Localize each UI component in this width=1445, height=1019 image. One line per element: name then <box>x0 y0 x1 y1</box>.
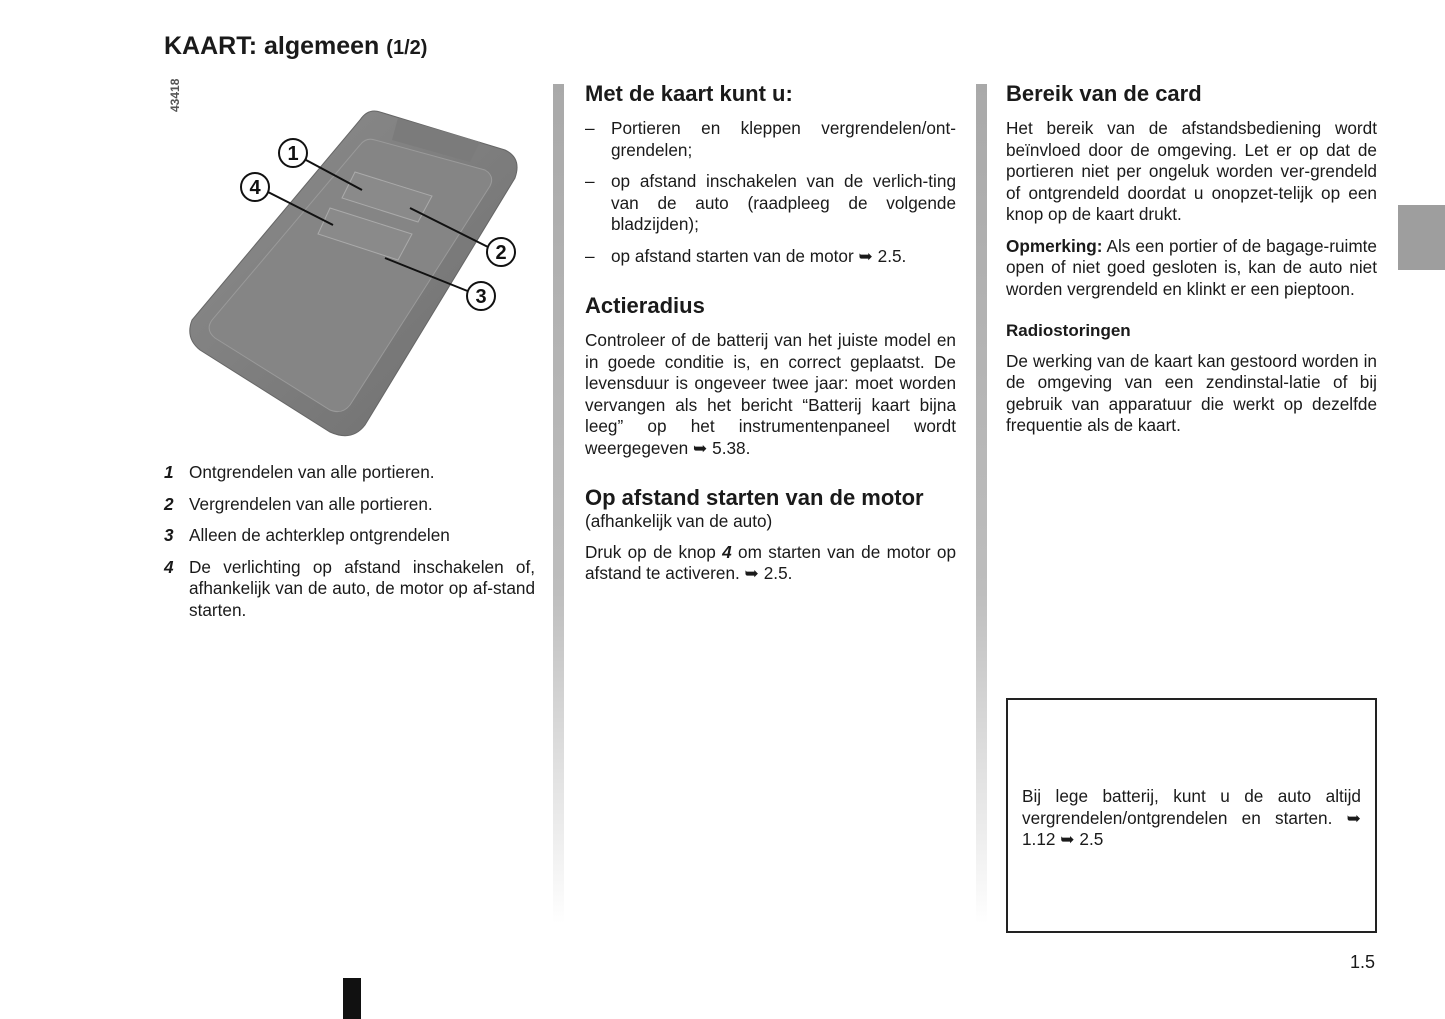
section-heading: Op afstand starten van de motor <box>585 485 924 510</box>
card-illustration <box>180 100 530 445</box>
list-item-text: op afstand inschakelen van de verlich-ting van de auto (raadpleeg de volgende bladzijden); <box>611 171 956 234</box>
button-ref: 4 <box>722 541 732 562</box>
legend-text: Alleen de achterklep ontgrendelen <box>189 525 450 545</box>
paragraph: Het bereik van de afstandsbediening wordt beïnvloed door de omgeving. Let er op dat de portieren niet per ongeluk worden ver-grendeld of ontgrendeld doordat u onopzet-telijk op een knop op de kaart drukt. <box>1006 118 1377 224</box>
legend-item <box>164 494 535 516</box>
legend-list <box>164 462 535 631</box>
legend-text: De verlichting op afstand inschakelen of, afhankelijk van de auto, de motor op af-stand starten. <box>189 556 535 620</box>
list-item-text: op afstand starten van de motor ➥ 2.5. <box>611 245 907 266</box>
section-heading: Actieradius <box>585 293 705 318</box>
paragraph: Controleer of de batterij van het juiste model en in goede conditie is, en correct geplaatst. De levensduur is ongeveer twee jaar: moet worden vervangen als het bericht “Batterij kaart bijna leeg” op het instrumentenpaneel wordt weergegeven ➥ 5.38. <box>585 330 956 458</box>
list-item: – op afstand inschakelen van de verlich-ting van de auto (raadpleeg de volgende bladzijden); <box>585 171 956 234</box>
list-item: – op afstand starten van de motor ➥ 2.5. <box>585 246 956 268</box>
callout-1: 1 <box>287 143 299 165</box>
right-column <box>1006 81 1377 447</box>
page-title <box>164 32 427 61</box>
legend-text: Vergrendelen van alle portieren. <box>189 493 433 514</box>
info-box <box>1006 698 1377 933</box>
title-text: KAART: algemeen <box>164 32 380 60</box>
page-number: 1.5 <box>1350 952 1376 972</box>
legend-num: 1 <box>164 462 174 482</box>
list-item-text: Portieren en kleppen vergrendelen/ont-grendelen; <box>611 118 956 160</box>
note-text: Als een portier of de bagage-ruimte open of niet goed gesloten is, kan de auto niet worden vergrendeld en klinkt er een pieptoon. <box>1006 235 1377 299</box>
column-divider <box>553 84 564 924</box>
title-part: (1/2) <box>386 37 428 59</box>
legend-item <box>164 557 535 622</box>
text: om starten van de motor op afstand te activeren. ➥ 2.5. <box>585 541 957 583</box>
section-subheading: (afhankelijk van de auto) <box>585 511 773 531</box>
figure-ref-number: 43418 <box>168 78 182 112</box>
callout-4: 4 <box>249 177 261 199</box>
callout-2: 2 <box>495 242 507 264</box>
legend-num: 4 <box>164 556 174 577</box>
callout-3: 3 <box>475 286 487 308</box>
chapter-tab <box>1398 205 1445 270</box>
legend-text: Ontgrendelen van alle portieren. <box>189 462 435 482</box>
legend-item <box>164 462 535 484</box>
note <box>1006 236 1377 301</box>
section-heading: Met de kaart kunt u: <box>585 81 793 106</box>
legend-item <box>164 525 535 547</box>
paragraph <box>585 542 956 585</box>
section-heading: Radiostoringen <box>1006 321 1131 340</box>
middle-column <box>585 81 956 595</box>
list-item: – Portieren en kleppen vergrendelen/ont-grendelen; <box>585 118 956 160</box>
page-marker <box>343 978 361 1019</box>
note-label: Opmerking: <box>1006 235 1103 256</box>
text: Druk op de knop <box>585 541 723 562</box>
paragraph: De werking van de kaart kan gestoord worden in de omgeving van een zendinstal-latie of bij gebruik van apparatuur die werkt op dezelfde frequentie als de kaart. <box>1006 350 1377 435</box>
legend-num: 2 <box>164 493 174 514</box>
column-divider <box>976 84 987 924</box>
section-heading: Bereik van de card <box>1006 81 1202 106</box>
info-box-text: Bij lege batterij, kunt u de auto altijd vergrendelen/ontgrendelen en starten. ➥ 1.12 ➥ 2.5 <box>1022 786 1361 849</box>
legend-num: 3 <box>164 525 174 545</box>
